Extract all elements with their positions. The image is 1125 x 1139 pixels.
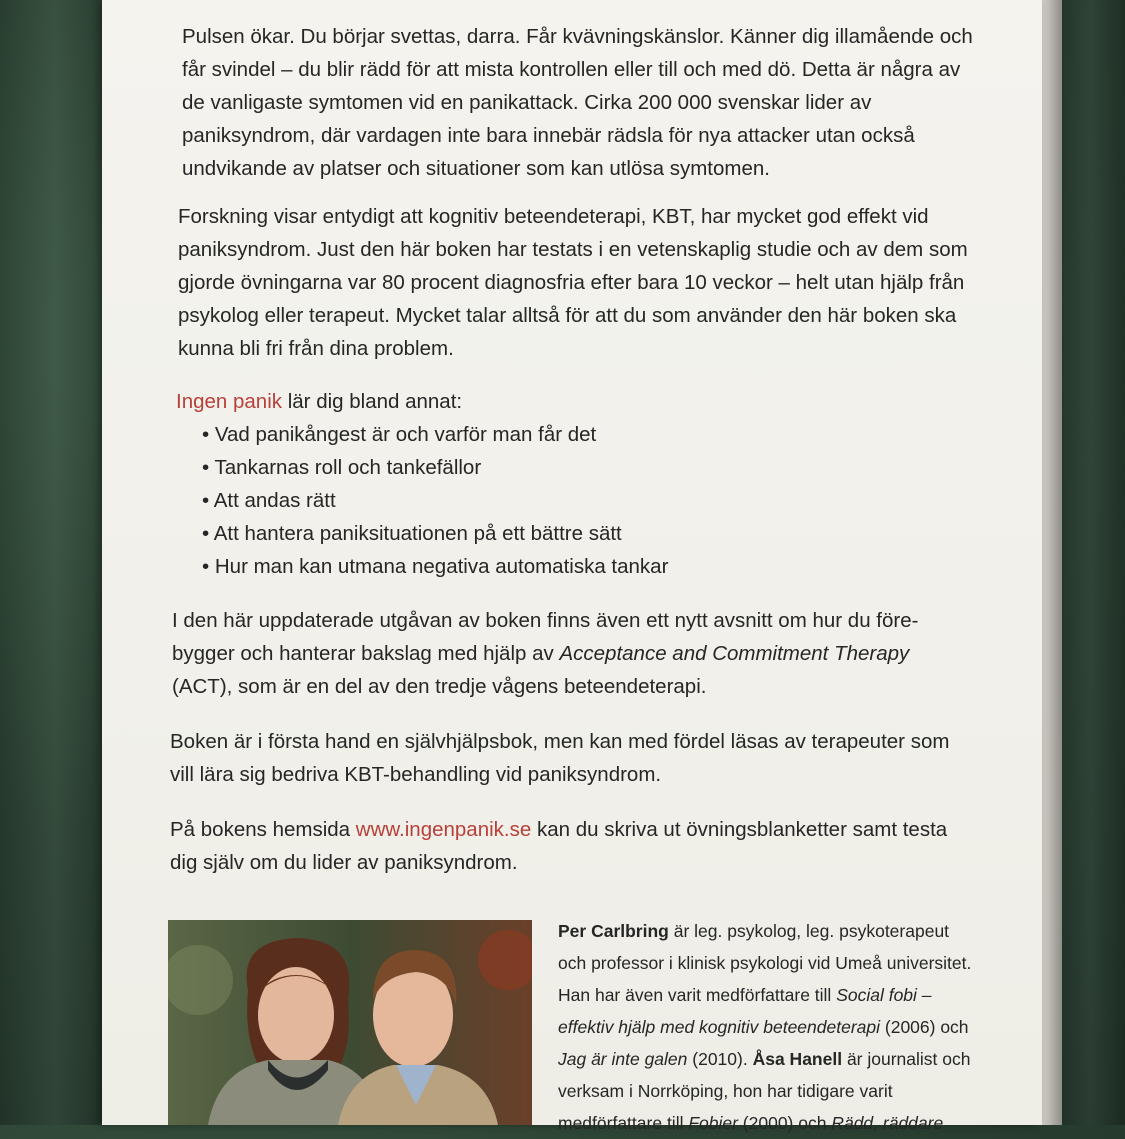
- book-title-highlight: Ingen panik: [176, 390, 283, 413]
- author-bio: Per Carlbring är leg. psykolog, leg. psykoterapeut och professor i klinisk psykologi vid Umeå universitet. Han har även varit medförfattare till Social fobi – effektiv hjälp med kognitiv beteendeterapi (2006) och Jag är inte galen (2010). Åsa Hanell är journalist och verksam i Norrköping, hon har tidigare varit medförfattare till Fobier (2000) och Rädd, räddare: [558, 921, 972, 1133]
- learning-list-section: [176, 385, 976, 583]
- research-paragraph: Forskning visar entydigt att kognitiv beteendeterapi, KBT, har mycket god effekt vid paniksyndrom. Just den här boken har testats i en vetenskaplig studie och av dem som gjorde övningarna var 80 procent diagnosfria efter bara 10 veckor – helt utan hjälp från psykolog eller terapeut. Mycket talar alltså för att du som använder den här boken ska kunna bli fri från dina problem.: [178, 205, 968, 360]
- updated-edition-paragraph: I den här uppdaterade utgåvan av boken finns även ett nytt avsnitt om hur du före- bygger och hanterar bakslag med hjälp av Acceptance and Commitment Therapy (ACT), som är en del av den tredje vågens beteendeterapi.: [172, 609, 919, 698]
- fabric-background-right: [1055, 0, 1125, 1125]
- author-photo-illustration: [168, 920, 532, 1125]
- list-item: • Att andas rätt: [202, 484, 976, 517]
- list-item: • Hur man kan utmana negativa automatiska tankar: [202, 550, 976, 583]
- book-page-edge: [1040, 0, 1062, 1125]
- book-back-cover: [102, 0, 1042, 1133]
- list-item: • Vad panikångest är och varför man får det: [202, 418, 976, 451]
- learning-bullets: [176, 418, 976, 583]
- author-photo: [168, 920, 532, 1125]
- intro-paragraph: Pulsen ökar. Du börjar svettas, darra. Får kvävningskänslor. Känner dig illamående och får svindel – du blir rädd för att mista kontrollen eller till och med dö. Detta är några av de vanligaste symtomen vid en panikattack. Cirka 200 000 svenskar lider av paniksyndrom, där vardagen inte bara innebär rädsla för nya attacker utan också undvikande av platser och situationer som kan utlösa symtomen.: [182, 25, 973, 180]
- author-name: Per Carlbring: [558, 921, 669, 941]
- fabric-background-left: [0, 0, 110, 1125]
- website-paragraph: På bokens hemsida www.ingenpanik.se kan du skriva ut övningsblanketter samt testa dig själv om du lider av paniksyndrom.: [170, 818, 948, 874]
- audience-paragraph: Boken är i första hand en självhjälpsbok, men kan med fördel läsas av terapeuter som vill lära sig bedriva KBT-behandling vid paniksyndrom.: [170, 730, 950, 786]
- list-intro: Ingen panik lär dig bland annat:: [176, 390, 463, 413]
- author-name: Åsa Hanell: [752, 1049, 843, 1069]
- list-item: • Att hantera paniksituationen på ett bättre sätt: [202, 517, 976, 550]
- website-link[interactable]: www.ingenpanik.se: [355, 818, 532, 841]
- list-item: • Tankarnas roll och tankefällor: [202, 451, 976, 484]
